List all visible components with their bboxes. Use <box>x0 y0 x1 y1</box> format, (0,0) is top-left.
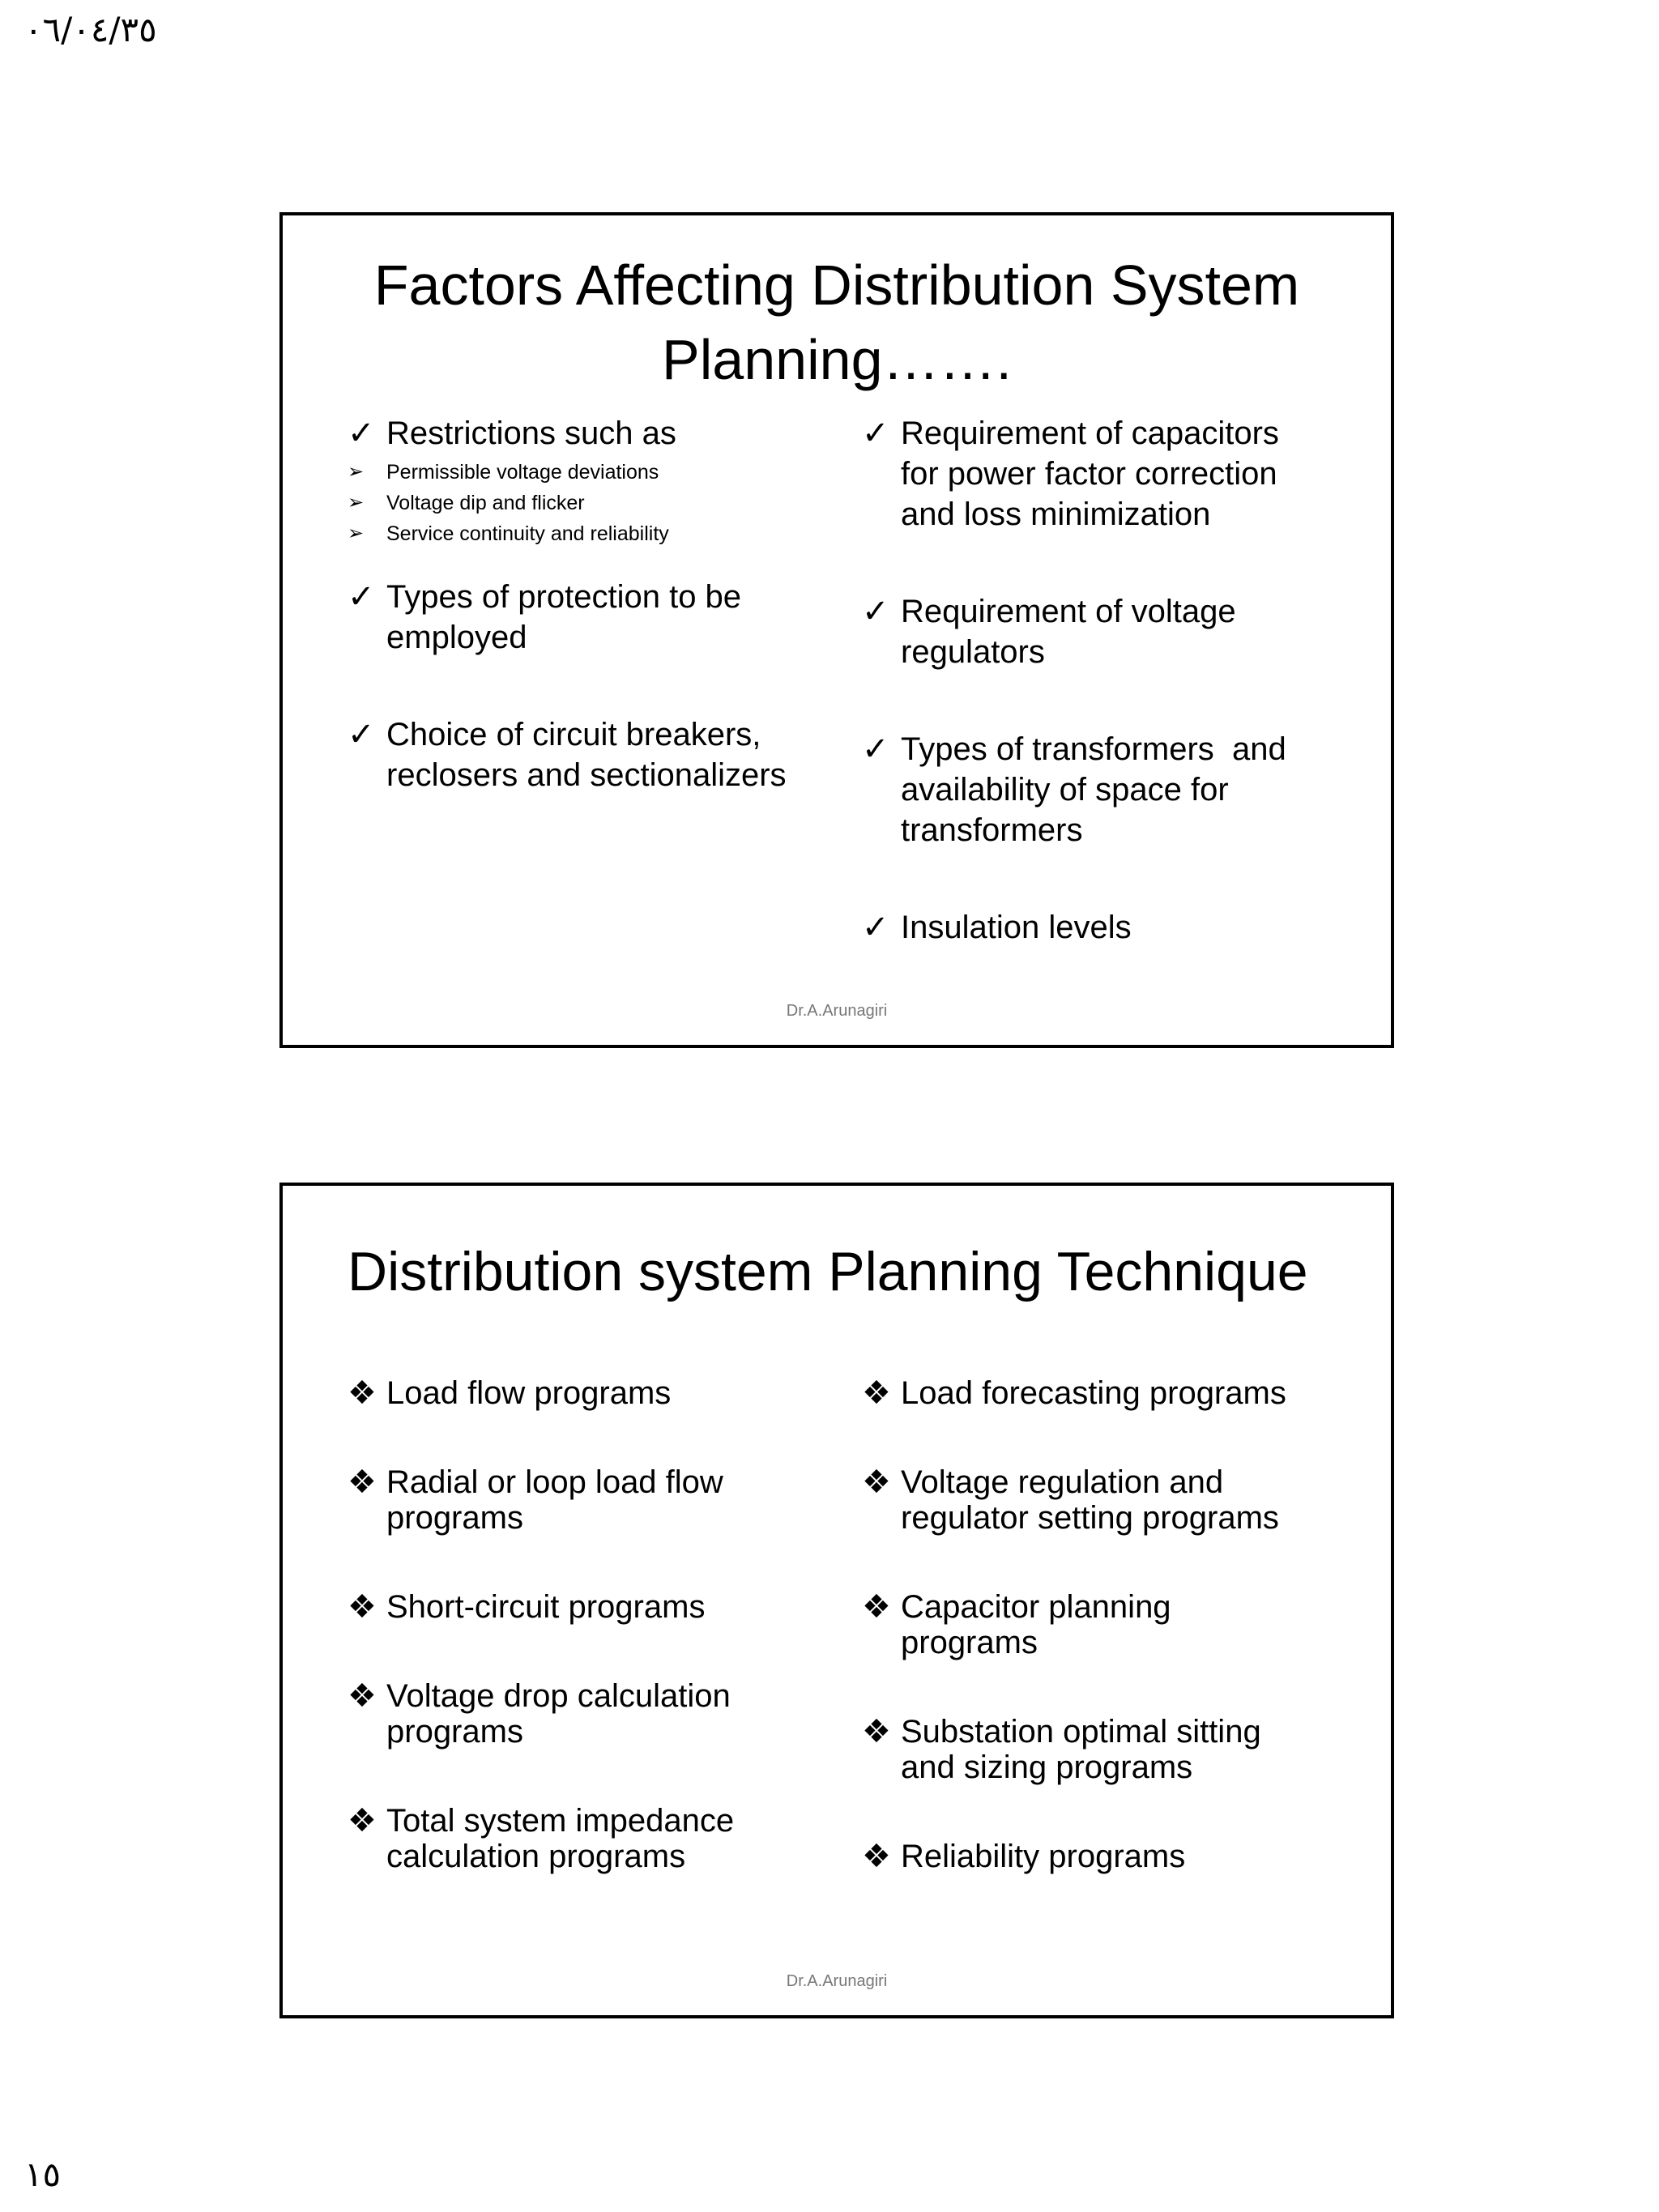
item-text: Voltage regulation and <box>901 1464 1224 1500</box>
item-text: Reliability programs <box>901 1839 1186 1874</box>
left-column <box>348 413 801 795</box>
list-item <box>348 1803 834 1874</box>
checkmark-icon: ✓ <box>862 731 889 767</box>
arrowhead-icon: ➢ <box>348 461 365 483</box>
arrowhead-icon: ➢ <box>348 522 365 544</box>
item-text: Capacitor planning <box>901 1589 1171 1625</box>
list-item <box>862 1714 1364 1785</box>
diamond-bullet-icon: ❖ <box>348 1589 377 1625</box>
diamond-bullet-icon: ❖ <box>862 1839 891 1874</box>
item-text: availability of space for <box>901 772 1229 808</box>
list-item <box>862 1839 1364 1874</box>
list-item <box>862 729 1348 850</box>
list-item <box>862 1464 1364 1536</box>
item-text: Voltage drop calculation <box>386 1678 731 1714</box>
diamond-bullet-icon: ❖ <box>348 1375 377 1411</box>
sub-item-text: Service continuity and reliability <box>386 522 669 545</box>
diamond-bullet-icon: ❖ <box>862 1589 891 1625</box>
list-item <box>348 714 801 795</box>
list-item <box>348 1678 834 1750</box>
item-text: reclosers and sectionalizers <box>386 757 787 793</box>
diamond-bullet-icon: ❖ <box>348 1803 377 1839</box>
list-item <box>348 577 801 658</box>
item-text: and loss minimization <box>901 497 1211 532</box>
list-item <box>348 413 801 454</box>
sub-item-text: Permissible voltage deviations <box>386 461 659 484</box>
item-text: Insulation levels <box>901 910 1132 945</box>
item-text: Types of transformers and <box>901 731 1286 767</box>
checkmark-icon: ✓ <box>348 717 375 752</box>
diamond-bullet-icon: ❖ <box>862 1464 891 1500</box>
arrowhead-icon: ➢ <box>348 492 365 514</box>
slide-factors <box>279 212 1394 1048</box>
sub-item <box>348 518 801 549</box>
item-text: Requirement of voltage <box>901 594 1236 629</box>
list-item <box>348 1589 834 1625</box>
slide-title: Distribution system Planning Technique <box>348 1241 1308 1302</box>
list-item <box>348 1375 834 1411</box>
sub-item-text: Voltage dip and flicker <box>386 492 585 514</box>
item-text: calculation programs <box>386 1839 686 1874</box>
title-line-2: Planning……. <box>662 328 1012 391</box>
item-text: transformers <box>901 812 1083 848</box>
checkmark-icon: ✓ <box>862 594 889 629</box>
slide-title <box>283 248 1391 397</box>
left-column <box>348 1375 834 1874</box>
title-line-1: Factors Affecting Distribution System <box>373 254 1300 317</box>
sub-item <box>348 488 801 518</box>
checkmark-icon: ✓ <box>348 416 375 451</box>
checkmark-icon: ✓ <box>862 910 889 945</box>
item-text: Total system impedance <box>386 1803 735 1839</box>
diamond-bullet-icon: ❖ <box>348 1678 377 1714</box>
list-item <box>862 591 1348 672</box>
diamond-bullet-icon: ❖ <box>348 1464 377 1500</box>
item-text: programs <box>386 1500 523 1536</box>
list-item <box>348 1464 834 1536</box>
item-text: Load flow programs <box>386 1375 672 1411</box>
list-item <box>862 907 1348 948</box>
item-text: regulators <box>901 634 1045 670</box>
item-text: Radial or loop load flow <box>386 1464 723 1500</box>
item-text: programs <box>386 1714 523 1750</box>
checkmark-icon: ✓ <box>348 579 375 615</box>
item-text: Substation optimal sitting <box>901 1714 1261 1750</box>
slide-footer: Dr.A.Arunagiri <box>786 1972 888 1990</box>
item-text: regulator setting programs <box>901 1500 1279 1536</box>
item-text: Choice of circuit breakers, <box>386 717 761 752</box>
diamond-bullet-icon: ❖ <box>862 1714 891 1750</box>
item-text: and sizing programs <box>901 1750 1193 1785</box>
sub-item <box>348 457 801 488</box>
right-column <box>862 1375 1364 1874</box>
item-text: Restrictions such as <box>386 416 676 451</box>
page-number: ١٥ <box>24 2154 62 2194</box>
item-text: Short-circuit programs <box>386 1589 706 1625</box>
checkmark-icon: ✓ <box>862 416 889 451</box>
list-item <box>862 413 1348 535</box>
diamond-bullet-icon: ❖ <box>862 1375 891 1411</box>
item-text: employed <box>386 620 527 655</box>
page-date: ٠٦/٠٤/٣٥ <box>24 10 157 49</box>
list-item <box>862 1589 1364 1660</box>
slide-planning-technique <box>279 1183 1394 2018</box>
item-text: Types of protection to be <box>386 579 742 615</box>
item-text: Requirement of capacitors <box>901 416 1279 451</box>
item-text: programs <box>901 1625 1038 1660</box>
slide-footer: Dr.A.Arunagiri <box>786 1002 888 1020</box>
item-text: Load forecasting programs <box>901 1375 1286 1411</box>
list-item <box>862 1375 1364 1411</box>
right-column <box>862 413 1348 948</box>
item-text: for power factor correction <box>901 456 1277 492</box>
